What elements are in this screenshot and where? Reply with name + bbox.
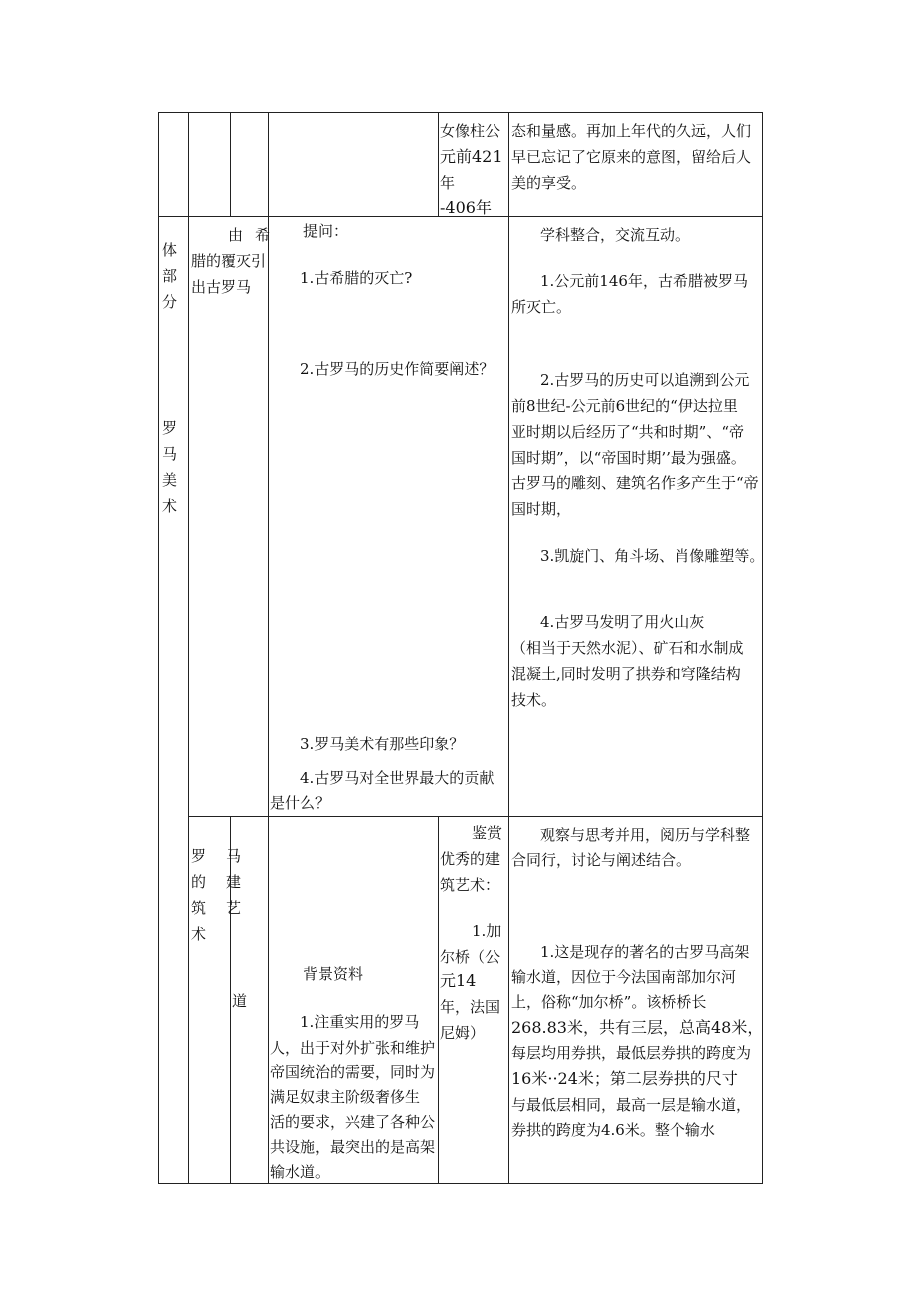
section-char: 罗 — [162, 419, 178, 437]
appreciation-item-line: 年，法国 — [440, 998, 501, 1016]
col-divider-5 — [508, 112, 509, 1184]
answer-2-line: 古罗马的雕刻、建筑名作多产生于“帝 — [511, 474, 759, 492]
background-line: 人，出于对外扩张和维护 — [270, 1039, 436, 1057]
answer-2-line: 国时期”，以“帝国时期’’最为强盛。 — [511, 449, 746, 467]
table-left-border — [158, 112, 159, 1184]
appreciation-item-line: 1.加 — [472, 922, 502, 940]
question-4-line: 4.古罗马对全世界最大的贡献 — [300, 769, 495, 787]
row3-answer-line: 268.83米，共有三层，总高48米， — [511, 1018, 764, 1037]
section-char: 美 — [162, 471, 178, 489]
appreciation-header-line: 筑艺术： — [440, 876, 501, 894]
background-header: 背景资料 — [303, 965, 364, 983]
description-line: 美的享受。 — [511, 174, 587, 192]
section-char: 马 — [162, 445, 178, 463]
background-line: 活的要求，兴建了各种公 — [270, 1113, 436, 1131]
answer-1-line: 1.公元前146年，古希腊被罗马 — [540, 272, 748, 290]
artwork-line: 女像柱公 — [440, 122, 501, 140]
appreciation-item-line: 尼姆） — [440, 1024, 486, 1042]
answer-4-line: 技术。 — [511, 691, 557, 709]
appreciation-item-line: 元14 — [440, 971, 477, 990]
topic-line: 由希 — [228, 226, 283, 244]
answer-1-line: 所灭亡。 — [511, 298, 572, 316]
subtopic-line: 筑艺 — [191, 899, 262, 917]
row3-answer-line: 16米··24米；第二层券拱的尺寸 — [511, 1069, 738, 1088]
description-line: 态和量感。再加上年代的久远，人们 — [511, 122, 752, 140]
background-line: 帝国统治的需要，同时为 — [270, 1063, 436, 1081]
row3-answer-line: 券拱的跨度为4.6米。整个输水 — [511, 1121, 715, 1139]
artwork-line: 元前421 — [440, 147, 503, 166]
row3-answer-line: 与最低层相同，最高一层是输水道， — [511, 1096, 752, 1114]
answer-2-line: 前8世纪-公元前6世纪的“伊达拉里 — [511, 397, 738, 415]
subtopic-line: 罗马 — [191, 847, 262, 865]
row3-answer-line: 每层均用券拱，最低层券拱的跨度为 — [511, 1044, 752, 1062]
answer-2-line: 国时期， — [511, 500, 572, 518]
section-char: 体 — [162, 241, 178, 259]
table-top-border — [158, 112, 763, 113]
section-char: 术 — [162, 497, 178, 515]
row2-bottom-border — [188, 816, 763, 817]
item-label: 道 — [232, 992, 248, 1010]
answer-3: 3.凯旋门、角斗场、肖像雕塑等。 — [540, 547, 765, 565]
answers-header: 学科整合，交流互动。 — [540, 226, 691, 244]
background-line: 输水道。 — [270, 1163, 331, 1181]
col-divider-2a — [230, 112, 231, 216]
col-divider-4a — [438, 112, 439, 216]
background-line: 满足奴隶主阶级奢侈生 — [270, 1088, 421, 1106]
appreciation-item-line: 尔桥（公 — [440, 948, 501, 966]
col-divider-4b — [438, 816, 439, 1184]
artwork-line: 年 — [440, 174, 456, 192]
row3-answers-header-line: 观察与思考并用，阅历与学科整 — [540, 826, 751, 844]
description-line: 早已忘记了它原来的意图，留给后人 — [511, 148, 752, 166]
table-bottom-border — [158, 1183, 763, 1184]
col-divider-3 — [268, 112, 269, 1184]
answer-4-line: 4.古罗马发明了用火山灰 — [540, 613, 705, 631]
topic-line: 出古罗马 — [191, 278, 252, 296]
section-char: 部 — [162, 267, 178, 285]
section-char: 分 — [162, 293, 178, 311]
row3-answer-line: 上，俗称“加尔桥”。该桥桥长 — [511, 993, 707, 1011]
question-1: 1.古希腊的灭亡? — [300, 269, 413, 287]
question-4-line: 是什么？ — [270, 794, 331, 812]
answer-4-line: （相当于天然水泥）、矿石和水制成 — [511, 639, 744, 657]
question-3: 3.罗马美术有那些印象？ — [300, 735, 465, 753]
answer-4-line: 混凝土,同时发明了拱券和穹隆结构 — [511, 665, 741, 683]
col-divider-1 — [188, 112, 189, 1184]
background-line: 共设施，最突出的是高架 — [270, 1138, 436, 1156]
topic-line: 腊的覆灭引 — [191, 252, 267, 270]
questions-header: 提问： — [303, 222, 349, 240]
artwork-line: -406年 — [440, 198, 492, 217]
row3-answers-header-line: 合同行，讨论与阐述结合。 — [511, 851, 692, 869]
question-2: 2.古罗马的历史作简要阐述？ — [300, 360, 495, 378]
answer-2-line: 2.古罗马的历史可以追溯到公元 — [540, 371, 750, 389]
row3-answer-line: 输水道，因位于今法国南部加尔河 — [511, 968, 737, 986]
subtopic-line: 术 — [191, 925, 207, 943]
answer-2-line: 亚时期以后经历了“共和时期”、“帝 — [511, 423, 745, 441]
appreciation-header-line: 优秀的建 — [440, 850, 501, 868]
row3-answer-line: 1.这是现存的著名的古罗马高架 — [540, 943, 750, 961]
background-line: 1.注重实用的罗马 — [300, 1013, 420, 1031]
appreciation-header-line: 鉴赏 — [472, 824, 503, 842]
subtopic-line: 的建 — [191, 873, 262, 891]
